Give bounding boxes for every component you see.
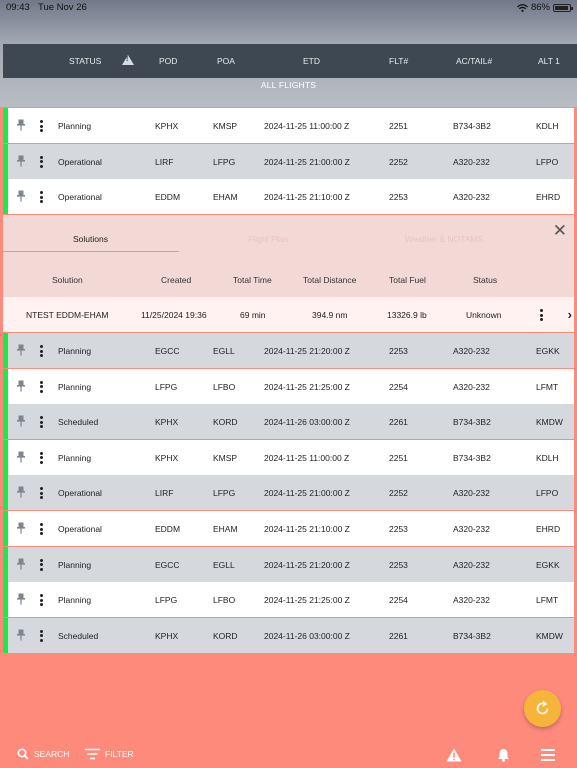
solution-total-time: 69 min xyxy=(240,310,266,320)
flight-etd: 2024-11-25 21:25:00 Z xyxy=(264,595,350,606)
flight-tail: B734-3B2 xyxy=(453,121,491,131)
flight-poa: LFBO xyxy=(213,381,236,392)
flight-poa: KMSP xyxy=(213,452,238,463)
flight-etd: 2024-11-25 21:25:00 Z xyxy=(264,381,350,392)
notifications-button[interactable] xyxy=(497,748,510,762)
status-indicator-bar xyxy=(3,108,8,143)
vertical-ellipsis-icon[interactable] xyxy=(40,559,44,571)
flight-tail: B734-3B2 xyxy=(453,630,491,641)
flight-row[interactable] xyxy=(3,582,574,617)
solution-total-fuel: 13326.9 lb xyxy=(387,310,427,320)
flight-row[interactable] xyxy=(3,179,574,214)
header-ac-tail[interactable]: AC/TAIL# xyxy=(456,56,493,66)
vertical-ellipsis-icon[interactable] xyxy=(40,416,44,428)
flight-row[interactable] xyxy=(3,108,574,143)
clock: 09:43 xyxy=(6,2,30,13)
col-solution: Solution xyxy=(52,275,83,285)
flight-alt1: EGKK xyxy=(536,559,560,570)
device-status-bar xyxy=(0,0,577,16)
header-flt[interactable]: FLT# xyxy=(389,56,409,66)
tab-flight-plan[interactable]: Flight Plan xyxy=(248,234,289,244)
flight-number: 2252 xyxy=(389,156,408,167)
col-total-time: Total Time xyxy=(233,275,272,285)
pin-icon[interactable] xyxy=(16,190,26,202)
pin-icon[interactable] xyxy=(16,380,26,392)
search-label: SEARCH xyxy=(34,749,70,759)
flight-alt1: LFMT xyxy=(536,595,559,606)
pin-icon[interactable] xyxy=(16,344,26,356)
flight-alt1: EHRD xyxy=(536,524,561,534)
battery-percent: 86% xyxy=(530,2,550,13)
pin-icon[interactable] xyxy=(16,593,26,605)
close-icon[interactable]: ✕ xyxy=(552,221,567,240)
flight-status: Operational xyxy=(58,192,102,203)
pin-icon[interactable] xyxy=(16,155,26,167)
flight-alt1: LFPO xyxy=(536,488,559,499)
flight-etd: 2024-11-25 21:10:00 Z xyxy=(264,524,350,534)
filter-button[interactable] xyxy=(85,748,134,760)
flight-status: Scheduled xyxy=(58,630,99,641)
wifi-icon xyxy=(517,4,528,12)
pin-icon[interactable] xyxy=(16,415,26,427)
flight-status: Operational xyxy=(58,524,102,534)
bottom-toolbar xyxy=(0,740,577,768)
flight-etd: 2024-11-26 03:00:00 Z xyxy=(264,417,350,428)
pin-icon[interactable] xyxy=(16,522,26,534)
flight-row[interactable] xyxy=(3,333,574,368)
header-poa[interactable]: POA xyxy=(217,56,235,66)
flight-poa: LFPG xyxy=(213,488,236,499)
flight-status: Planning xyxy=(58,346,92,356)
flight-tail: A320-232 xyxy=(453,192,490,203)
flight-tail: A320-232 xyxy=(453,156,490,167)
filter-icon xyxy=(85,748,100,760)
header-pod[interactable]: POD xyxy=(159,56,178,66)
solution-created: 11/25/2024 19:36 xyxy=(141,310,207,320)
refresh-icon xyxy=(534,700,551,717)
flight-etd: 2024-11-25 21:20:00 Z xyxy=(264,346,350,356)
flight-number: 2261 xyxy=(389,630,408,641)
flight-poa: KORD xyxy=(213,417,238,428)
flight-status: Scheduled xyxy=(58,417,99,428)
status-indicator-bar xyxy=(3,144,8,179)
vertical-ellipsis-icon[interactable] xyxy=(40,487,44,499)
status-indicator-bar xyxy=(3,618,8,653)
flight-number: 2254 xyxy=(389,381,408,392)
flight-number: 2253 xyxy=(389,346,408,356)
flight-tail: B734-3B2 xyxy=(453,452,491,463)
vertical-ellipsis-icon[interactable] xyxy=(540,309,544,321)
flight-pod: KPHX xyxy=(155,121,179,131)
pin-icon[interactable] xyxy=(16,558,26,570)
vertical-ellipsis-icon[interactable] xyxy=(40,381,44,393)
flight-row[interactable] xyxy=(3,475,574,510)
flight-alt1: KDLH xyxy=(536,121,559,131)
flight-row[interactable] xyxy=(3,144,574,179)
solution-row[interactable] xyxy=(3,297,574,332)
col-created: Created xyxy=(161,275,192,285)
flight-alt1: KMDW xyxy=(536,630,563,641)
flight-status: Planning xyxy=(58,452,92,463)
flight-pod: LFPG xyxy=(155,595,178,606)
tab-solutions[interactable]: Solutions xyxy=(73,234,108,244)
section-title: ALL FLIGHTS xyxy=(260,80,317,90)
flight-status: Operational xyxy=(58,156,102,167)
flight-row[interactable] xyxy=(3,369,574,404)
solution-name: NTEST EDDM-EHAM xyxy=(26,310,109,320)
col-status: Status xyxy=(473,275,498,285)
pin-icon[interactable] xyxy=(16,119,26,131)
flight-poa: KORD xyxy=(213,630,238,641)
flight-pod: KPHX xyxy=(155,417,179,428)
flight-row[interactable] xyxy=(3,618,574,653)
flight-etd: 2024-11-25 21:10:00 Z xyxy=(264,192,350,203)
status-indicator-bar xyxy=(3,404,8,439)
flight-tail: A320-232 xyxy=(453,488,490,499)
warning-icon xyxy=(446,748,462,762)
flight-row[interactable] xyxy=(3,440,574,475)
warning-triangle-icon[interactable] xyxy=(122,55,134,65)
flight-status: Operational xyxy=(58,488,102,499)
alerts-button[interactable] xyxy=(446,748,462,762)
flight-etd: 2024-11-25 21:00:00 Z xyxy=(264,156,350,167)
flight-etd: 2024-11-25 21:20:00 Z xyxy=(264,559,350,570)
flight-poa: LFPG xyxy=(213,156,236,167)
chevron-right-icon[interactable]: › xyxy=(567,307,572,322)
vertical-ellipsis-icon[interactable] xyxy=(40,452,44,464)
flight-status: Planning xyxy=(58,381,92,392)
flight-tail: A320-232 xyxy=(453,559,490,570)
flight-poa: EGLL xyxy=(213,559,235,570)
refresh-button[interactable] xyxy=(524,690,561,727)
flight-pod: EGCC xyxy=(155,346,180,356)
menu-button[interactable] xyxy=(541,749,555,764)
flight-tail: A320-232 xyxy=(453,346,490,356)
vertical-ellipsis-icon[interactable] xyxy=(40,156,44,168)
status-indicator-bar xyxy=(3,475,8,510)
flight-status: Planning xyxy=(58,121,92,131)
battery-icon xyxy=(553,4,571,12)
flight-alt1: LFPO xyxy=(536,156,559,167)
status-indicator-bar xyxy=(3,369,8,404)
flight-detail-panel xyxy=(3,215,574,332)
flight-pod: LIRF xyxy=(155,488,174,499)
flight-etd: 2024-11-26 03:00:00 Z xyxy=(264,630,350,641)
flight-number: 2251 xyxy=(389,452,408,463)
flight-number: 2253 xyxy=(389,524,408,534)
status-right xyxy=(517,2,571,13)
col-total-fuel: Total Fuel xyxy=(389,275,426,285)
pin-icon[interactable] xyxy=(16,629,26,641)
flight-number: 2261 xyxy=(389,417,408,428)
flight-alt1: EGKK xyxy=(536,346,560,356)
flight-number: 2251 xyxy=(389,121,408,131)
flight-pod: LIRF xyxy=(155,156,174,167)
vertical-ellipsis-icon[interactable] xyxy=(40,191,44,203)
flight-number: 2252 xyxy=(389,488,408,499)
vertical-ellipsis-icon[interactable] xyxy=(40,594,44,606)
bell-icon xyxy=(497,748,510,762)
flight-pod: EDDM xyxy=(155,192,181,203)
vertical-ellipsis-icon[interactable] xyxy=(40,345,44,357)
vertical-ellipsis-icon[interactable] xyxy=(40,630,44,642)
flight-pod: KPHX xyxy=(155,452,179,463)
tab-weather-notams[interactable]: Weather & NOTAMS xyxy=(405,234,484,244)
flight-alt1: KDLH xyxy=(536,452,559,463)
flight-tail: A320-232 xyxy=(453,524,490,534)
flight-pod: KPHX xyxy=(155,630,179,641)
flight-status: Planning xyxy=(58,595,92,606)
search-icon xyxy=(17,748,29,760)
date: Tue Nov 26 xyxy=(38,2,87,13)
filter-label: FILTER xyxy=(105,749,134,759)
flight-alt1: EHRD xyxy=(536,192,561,203)
status-indicator-bar xyxy=(3,547,8,582)
flight-row[interactable] xyxy=(3,547,574,582)
header-etd[interactable]: ETD xyxy=(303,56,320,66)
header-status[interactable]: STATUS xyxy=(69,56,102,66)
flight-alt1: LFMT xyxy=(536,381,559,392)
vertical-ellipsis-icon[interactable] xyxy=(40,120,44,132)
flight-pod: LFPG xyxy=(155,381,178,392)
flight-etd: 2024-11-25 21:00:00 Z xyxy=(264,488,350,499)
flight-number: 2254 xyxy=(389,595,408,606)
flight-poa: EHAM xyxy=(213,524,238,534)
col-total-distance: Total Distance xyxy=(303,275,357,285)
status-indicator-bar xyxy=(3,440,8,475)
flight-pod: EDDM xyxy=(155,524,181,534)
flight-tail: A320-232 xyxy=(453,595,490,606)
flight-number: 2253 xyxy=(389,192,408,203)
solution-status: Unknown xyxy=(466,310,502,320)
solution-total-distance: 394.9 nm xyxy=(312,310,348,320)
flight-row[interactable] xyxy=(3,511,574,546)
flight-row[interactable] xyxy=(3,404,574,439)
flight-poa: EGLL xyxy=(213,346,235,356)
status-indicator-bar xyxy=(3,179,8,214)
active-tab-underline xyxy=(3,251,179,252)
flight-poa: EHAM xyxy=(213,192,238,203)
flight-tail: B734-3B2 xyxy=(453,417,491,428)
search-button[interactable] xyxy=(17,748,69,760)
status-indicator-bar xyxy=(3,511,8,546)
flight-poa: LFBO xyxy=(213,595,236,606)
vertical-ellipsis-icon[interactable] xyxy=(40,523,44,535)
flight-number: 2253 xyxy=(389,559,408,570)
table-header xyxy=(3,44,577,78)
header-alt1[interactable]: ALT 1 xyxy=(538,56,560,66)
pin-icon[interactable] xyxy=(16,486,26,498)
flight-poa: KMSP xyxy=(213,121,238,131)
status-indicator-bar xyxy=(3,333,8,368)
hamburger-menu-icon xyxy=(541,749,555,764)
status-indicator-bar xyxy=(3,582,8,617)
flight-tail: A320-232 xyxy=(453,381,490,392)
flight-alt1: KMDW xyxy=(536,417,563,428)
flight-pod: EGCC xyxy=(155,559,180,570)
flight-etd: 2024-11-25 11:00:00 Z xyxy=(264,121,350,131)
flight-etd: 2024-11-25 11:00:00 Z xyxy=(264,452,350,463)
flight-status: Planning xyxy=(58,559,92,570)
pin-icon[interactable] xyxy=(16,451,26,463)
